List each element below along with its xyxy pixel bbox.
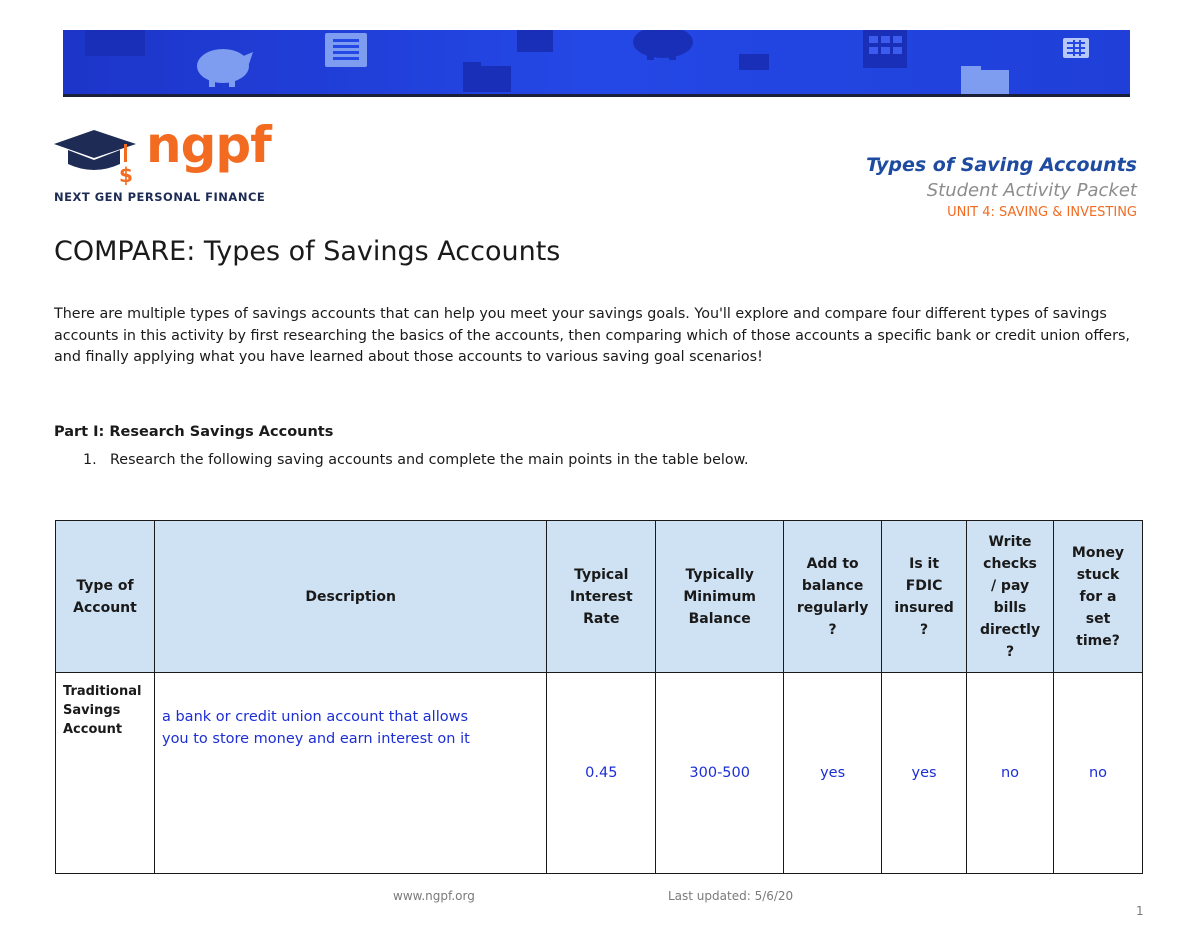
column-header-money-stuck: Money stuck for a set time? [1054,521,1143,673]
footer-website[interactable]: www.ngpf.org [393,889,475,903]
header-banner [63,30,1130,97]
accounts-table [55,520,1143,874]
piggy-bank-icon [633,30,693,60]
column-header-write-checks: Write checks / pay bills directly ? [967,521,1054,673]
table-header-row [56,521,1143,673]
packet-header [866,152,1137,222]
column-header-type: Type of Account [56,521,155,673]
calculator-icon [863,30,907,68]
calculator-icon [517,30,553,52]
column-header-description: Description [154,521,546,673]
logo-tagline: NEXT GEN PERSONAL FINANCE [54,190,266,204]
svg-text:$: $ [119,163,133,186]
cell-interest-rate[interactable]: 0.45 [547,673,656,874]
document-icon [325,33,367,67]
unit-label: UNIT 4: SAVING & INVESTING [947,205,1137,220]
packet-subtitle: Student Activity Packet [926,180,1137,201]
cell-min-balance[interactable]: 300-500 [656,673,784,874]
packet-title: Types of Saving Accounts [866,154,1137,176]
cell-fdic[interactable]: yes [882,673,967,874]
column-header-add-regularly: Add to balance regularly ? [784,521,882,673]
page-number: 1 [1136,904,1144,918]
folder-icon [739,54,769,70]
column-header-fdic: Is it FDIC insured ? [882,521,967,673]
instruction-step [83,452,749,468]
intro-paragraph: There are multiple types of savings accounts that can help you meet your savings goals. You'll explore and compare four different types of savings accounts in this activity by first researching the basics of the accounts, then comparing which of those accounts a specific bank or credit union offers, and finally applying what you have learned about those accounts to various saving goal scenarios! [54,306,1130,365]
banner-block [85,30,145,56]
step-text: Research the following saving accounts and complete the main points in the table below. [110,452,749,468]
logo-wordmark: ngpf [146,116,271,174]
column-header-min-balance: Typically Minimum Balance [656,521,784,673]
column-header-interest-rate: Typical Interest Rate [547,521,656,673]
graduation-cap-dollar-icon [54,130,146,186]
table-row [56,673,1143,874]
step-number: 1. [83,452,97,468]
ngpf-logo [54,116,294,207]
piggy-bank-icon [197,49,253,87]
folder-icon [463,62,511,92]
footer-updated: Last updated: 5/6/20 [668,889,794,903]
folder-icon [961,66,1009,94]
cell-description[interactable]: a bank or credit union account that allows you to store money and earn interest on it [154,673,546,874]
cell-money-stuck[interactable]: no [1054,673,1143,874]
page-title: COMPARE: Types of Savings Accounts [54,236,561,267]
cell-add-regularly[interactable]: yes [784,673,882,874]
part-heading: Part I: Research Savings Accounts [54,424,334,440]
cell-account-type: Traditional Savings Account [56,673,155,874]
cell-write-checks[interactable]: no [967,673,1054,874]
banner-pattern [63,30,1130,94]
calculator-icon [1063,38,1089,58]
